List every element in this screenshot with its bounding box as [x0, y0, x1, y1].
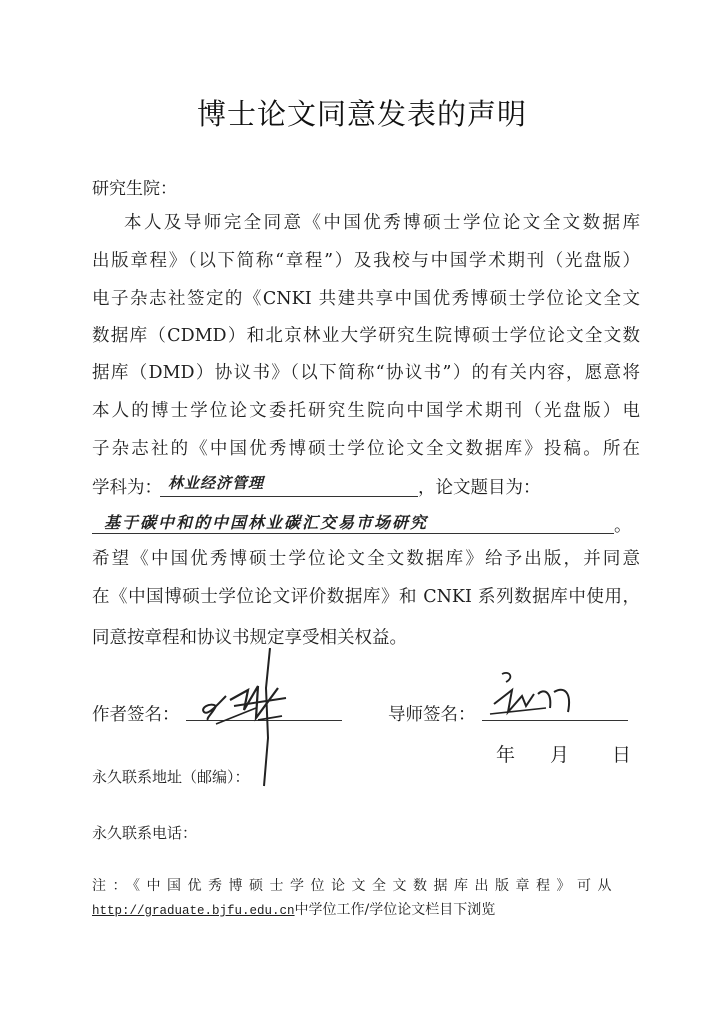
discipline-underline: [160, 495, 418, 497]
salutation: 研究生院：: [92, 179, 177, 199]
topic-underline: [92, 532, 614, 534]
note-tail: 中学位工作/学位论文栏目下浏览: [294, 902, 496, 918]
paragraph-line: 本人及导师完全同意《中国优秀博硕士学位论文全文数据库: [124, 213, 640, 233]
topic-value: 基于碳中和的中国林业碳汇交易市场研究: [104, 513, 429, 532]
date-month: 月: [550, 744, 570, 766]
advisor-signature: [482, 668, 602, 728]
advisor-sign-label: 导师签名：: [388, 705, 476, 725]
date-day: 日: [612, 744, 632, 766]
date-year: 年: [496, 744, 516, 766]
page-title: 博士论文同意发表的声明: [196, 97, 527, 131]
paragraph-line: 据库（DMD）协议书》（以下简称“协议书”）的有关内容，愿意将: [92, 363, 640, 383]
paragraph-line: 电子杂志社签定的《CNKI 共建共享中国优秀博硕士学位论文全文: [92, 289, 640, 309]
paragraph-line: 数据库（CDMD）和北京林业大学研究生院博硕士学位论文全文数: [92, 326, 640, 346]
paragraph-line: 同意按章程和协议书规定享受相关权益。: [92, 628, 407, 648]
note-line2: [92, 899, 495, 919]
topic-end: 。: [614, 516, 632, 536]
note-url[interactable]: http://graduate.bjfu.edu.cn: [92, 904, 295, 918]
author-sign-label: 作者签名：: [92, 705, 180, 725]
address-label: 永久联系地址（邮编）：: [92, 768, 250, 786]
phone-label: 永久联系电话：: [92, 824, 198, 842]
discipline-value: 林业经济管理: [168, 474, 265, 492]
paragraph-line: 在《中国博硕士学位论文评价数据库》和 CNKI 系列数据库中使用，: [92, 587, 640, 607]
discipline-label: 学科为：: [92, 478, 162, 498]
paragraph-line: 希望《中国优秀博硕士学位论文全文数据库》给予出版，并同意: [92, 549, 640, 569]
paragraph-line: 本人的博士学位论文委托研究生院向中国学术期刊（光盘版）电: [92, 401, 640, 421]
note-text: 注：《中国优秀博硕士学位论文全文数据库出版章程》可从: [92, 878, 618, 894]
paragraph-line: 出版章程》（以下简称“章程”）及我校与中国学术期刊（光盘版）: [92, 251, 640, 271]
paragraph-line: 子杂志社的《中国优秀博硕士学位论文全文数据库》投稿。所在: [92, 439, 640, 459]
topic-label: ，论文题目为：: [418, 478, 541, 498]
